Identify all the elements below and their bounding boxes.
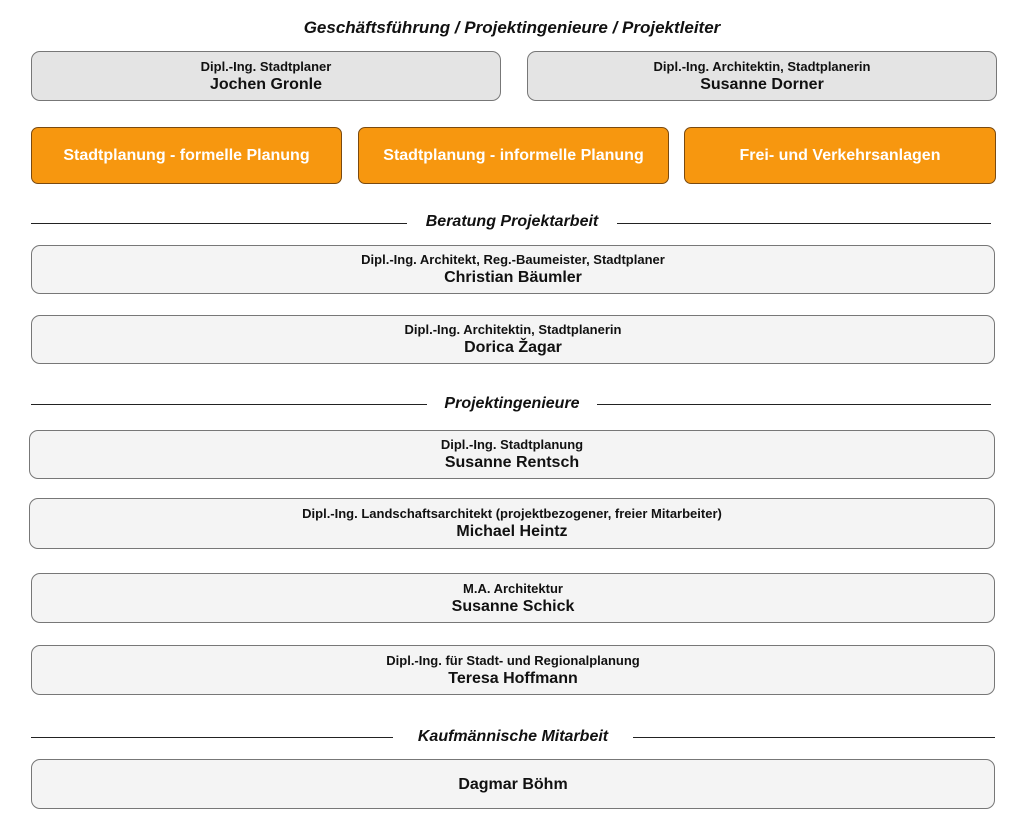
person-box-rentsch — [29, 430, 995, 479]
person-name: Michael Heintz — [456, 523, 568, 540]
section-divider-right — [633, 737, 995, 738]
person-name: Susanne Schick — [451, 597, 575, 615]
person-box-zagar — [31, 315, 995, 364]
department-informelle-planung: Stadtplanung - informelle Planung — [358, 127, 669, 184]
leader-box-dorner — [527, 51, 997, 101]
leader-name: Jochen Gronle — [209, 75, 323, 93]
leader-role: Dipl.-Ing. Stadtplaner — [200, 58, 332, 74]
section-divider-left — [31, 404, 427, 405]
person-name: Dorica Žagar — [464, 339, 562, 356]
person-box-heintz — [29, 498, 995, 549]
person-role: M.A. Architektur — [463, 580, 563, 596]
person-role: Dipl.-Ing. Stadtplanung — [440, 437, 584, 452]
person-role: Dipl.-Ing. Landschaftsarchitekt (projektbezogener, freier Mitarbeiter) — [302, 506, 722, 521]
section-divider-left — [31, 737, 393, 738]
section-label-kaufmaennisch: Kaufmännische Mitarbeit — [417, 728, 609, 745]
section-divider-left — [31, 223, 407, 224]
leader-box-gronle — [31, 51, 501, 101]
leader-role: Dipl.-Ing. Architektin, Stadtplanerin — [653, 58, 871, 74]
person-role: Dipl.-Ing. Architektin, Stadtplanerin — [404, 322, 622, 337]
leader-name: Susanne Dorner — [700, 75, 824, 93]
section-divider-right — [617, 223, 991, 224]
department-formelle-planung: Stadtplanung - formelle Planung — [31, 127, 342, 184]
person-name: Teresa Hoffmann — [448, 669, 578, 687]
department-frei-verkehrsanlagen: Frei- und Verkehrsanlagen — [684, 127, 996, 184]
section-divider-right — [597, 404, 991, 405]
person-name: Dagmar Böhm — [458, 775, 568, 793]
chart-title: Geschäftsführung / Projektingenieure / Projektleiter — [303, 18, 721, 37]
section-label-projektingenieure: Projektingenieure — [444, 395, 580, 412]
person-box-baeumler — [31, 245, 995, 294]
section-label-beratung: Beratung Projektarbeit — [425, 213, 599, 230]
person-role: Dipl.-Ing. für Stadt- und Regionalplanung — [386, 652, 640, 668]
person-role: Dipl.-Ing. Architekt, Reg.-Baumeister, Stadtplaner — [361, 252, 665, 267]
person-name: Christian Bäumler — [444, 269, 582, 286]
person-name: Susanne Rentsch — [444, 454, 580, 471]
person-box-boehm — [31, 759, 995, 809]
person-box-hoffmann — [31, 645, 995, 695]
person-box-schick — [31, 573, 995, 623]
